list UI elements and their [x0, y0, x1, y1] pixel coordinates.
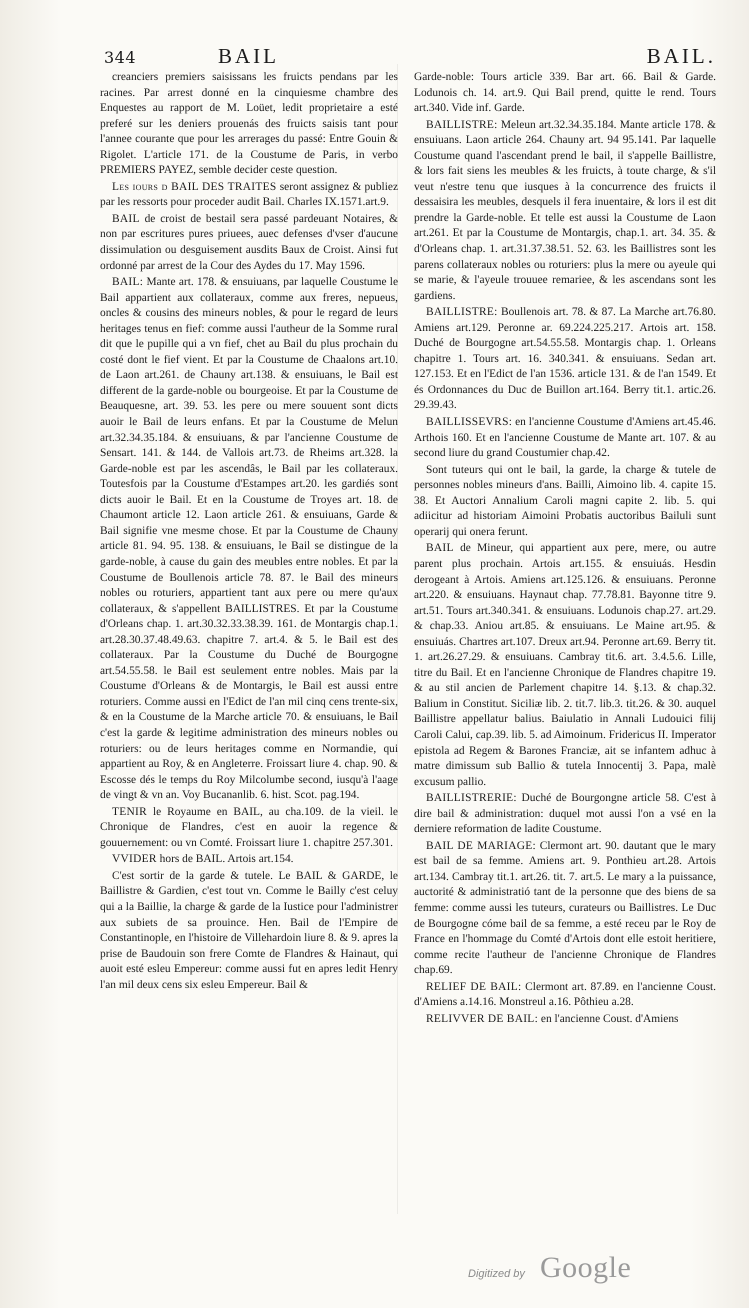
entry-text: en l'ancienne Coustume d'Amiens art.45.46. Arthois 160. Et en l'ancienne Coustume de Mante art. 107. & au second liure du grand Coustumier chap.42.: [414, 416, 716, 460]
entry-paragraph: [414, 541, 716, 790]
digitized-by-google-watermark: [468, 1251, 698, 1289]
digitized-by-label: Digitized by: [468, 1268, 525, 1280]
google-logo: Google: [540, 1251, 632, 1284]
entry-headword: RELIVVER DE BAIL:: [426, 1012, 539, 1025]
entry-text: en l'ancienne Coust. d'Amiens: [538, 1012, 679, 1025]
left-column: [100, 70, 398, 994]
entry-text: Meleun art.32.34.35.184. Mante article 178. & ensuiuans. Laon article 264. Chauny art. 94 95.141. Par laquelle Coustume quand l'ascendant prend le bail, il s'appelle Baillistre, & lors fait siens les meubles & les fruicts, à toute charge, & s'il veut n'estre tenu que iusques à la concurrence des fruicts il dessaisira les meubles, desquels il fera inuentaire, & lors il est dit prendre la Garde-noble. Et telle est aussi la Coustume de Laon art.261. Et par la Coustume de Montargis, chap.1. art. 34. 35. & d'Orleans chap. 1. art.31.37.38.51. 52. 63. les Baillistres sont les parens collateraux nobles ou roturiers: plus la mere ou ayeule qui se marie, & l'ayeule trouuee remariee, & les ascendans sont les gardiens.: [414, 118, 716, 302]
entry-paragraph: [414, 791, 716, 838]
entry-headword: BAIL DE MARIAGE:: [426, 839, 536, 852]
entry-text: Duché de Bourgongne article 58. C'est à dire bail & administration: duquel mot aussi l'on a vsé en la derniere reformation de ladite Coustume.: [414, 792, 716, 836]
entry-headword: BAIL: [112, 212, 140, 225]
entry-headword: BAILLISSEVRS:: [426, 416, 513, 429]
entry-text: Sont tuteurs qui ont le bail, la garde, la charge & tutele de personnes nobles mineurs d'ans. Bailli, Aimoino lib. 4. capite 15. 38. Et Auctori Annalium Caroli magni capite 2. lib. 5. qui adiicitur ad historiam Aimoini Probatis auctoribus Bailuli sunt operarij qui onera ferunt.: [414, 463, 716, 538]
entry-paragraph: [414, 305, 716, 414]
entry-text: Clermont art. 87.89. en l'ancienne Coust. d'Amiens a.14.16. Monstreul a.16. Pôthieu a.28.: [414, 980, 717, 1009]
entry-headword: BAIL: [426, 542, 454, 555]
entry-headword: BAILLISTRE:: [426, 118, 498, 131]
entry-headword: VVIDER: [112, 853, 157, 866]
entry-headword: BAIL:: [112, 276, 144, 289]
entry-paragraph: [100, 852, 398, 868]
entry-paragraph: [414, 70, 716, 117]
entry-paragraph: [414, 1012, 716, 1028]
entry-text: le Royaume en BAIL, au cha.109. de la vieil. le Chronique de Flandres, c'est en auoir la regence & gouuernement: ou vn Comté. Froissart liure 1. chapitre 257.301.: [100, 805, 398, 849]
entry-headword: TENIR: [112, 805, 148, 818]
entry-text: hors de BAIL. Artois art.154.: [156, 853, 294, 866]
page-header: [104, 44, 716, 72]
entry-text: Clermont art. 90. dautant que le mary est bail de sa femme. Amiens art. 9. Ponthieu art.28. Artois art.134. Cambray tit.1. art.26. tit. 7. art.5. Le mary a la puissance, auctorité & administratió tant de la personne que des biens de sa femme: comme aussi les tuteurs, curateurs ou Baillistres. Le Duc de Bourgogne cóme bail de sa femme, a esté receu par le Roy de France en l'hommage du Comté d'Artois dont elle estoit heritiere, comme recite l'autheur de l'ancienne Chronique de Flandres chap.69.: [414, 839, 716, 977]
entry-text: de croist de bestail sera passé pardeuant Notaires, & non par escritures pures priuees, auec defenses d'vser d'aucune dissimulation ou desguisement ausdits Baux de Croist. Ainsi fut ordonné par arrest de la Cour des Aydes du 17. May 1596.: [100, 212, 398, 272]
entry-text: Mante art. 178. & ensuiuans, par laquelle Coustume le Bail appartient aux collateraux, comme aux freres, nepueus, oncles & cousins des mineurs nobles, & pour le regard de leurs heritages tenus en fief: comme aussi l'autheur de la Somme rural dit que le pupille qui a vn fief, chet au Bail du plus prochain du costé dont le fief vient. Et par la Coustume de Chaalons art.10. de Laon art.261. de Chauny art.138. & ensuiuans, le Bail est different de la garde-noble ou bourgeoise. Et par la Coustume de Beauquesne, art. 39. 53. les pere ou mere souuent sont dicts auoir le Bail de leurs enfans. Et par la Coustume de Melun art.32.34.35.184. & ensuiuans, & par l'ancienne Coustume de Sensart. 141. & 144. de Vallois art.73. de Rheims art.328. la Garde-noble est par les ascendâs, le Bail par les collateraux. Toutesfois par la Coustume d'Estampes art.20. les gardiés sont dicts auoir le Bail. Et en la Coustume de Troyes art. 18. de Chaumont article 12. Laon article 261. & ensuiuans, Garde & Bail signifie vne mesme chose. Et par la Coustume de Chauny article 81. 94. 95. 138. & ensuiuans, le Bail se distingue de la garde-noble, à cause du gain des meubles entre nobles. Et par la Coustume de Boullenois article 78. 87. le Bail des mineurs nobles ou roturiers, appartient tant aux pere ou mere qu'aux collateraux, & s'appellent BAILLISTRES. Et par la Coustume d'Orleans chap. 1. art.30.32.33.38.39. 161. de Montargis chap.1. art.28.30.37.48.49.63. chapitre 7. art.4. & 5. le Bail est des collateraux. Par la Coustume du Duché de Bourgogne art.54.55.58. le Bail est seulement entre nobles. Mais par la Coustume d'Orleans & de Montargis, le Bail est aussi entre roturiers. Comme aussi en l'Edict de l'an mil cinq cens trente-six, & en la Coustume de la Marche article 70. & ensuiuans, le Bail c'est la garde & legitime administration des mineurs nobles ou roturiers: ou de leurs heritages comme en Normandie, qui appartient au Roy, & en Angleterre. Froissart liure 4. chap. 90. & Escosse dés le temps du Roy Milcolumbe second, iusqu'à l'aage de vingt & vn an. Voy Bucananlib. 6. hist. Scot. pag.194.: [100, 276, 398, 802]
entry-headword: Les iours d BAIL DES TRAITES: [112, 180, 277, 193]
entry-text: seront assignez & publiez par les ressorts pour proceder audit Bail. Charles IX.1571.art.9.: [100, 180, 399, 209]
entry-text: de Mineur, qui appartient aux pere, mere, ou autre parent plus prochain. Artois art.155. & ensuiuás. Hesdin derogeant à Artois. Amiens art.125.126. & ensuiuans. Peronne art.220. & ensuiuans. Haynaut chap. 77.78.81. Bayonne titre 9. art.51. Tours art.340.341. & ensuiuans. Lodunois chap.27. art.29. & chap.33. Aniou art.85. & ensuiuans. Le Maine art.95. & ensuiuás. Chartres art.107. Dreux art.94. Peronne art.69. Berry tit. 1. art.26.27.29. & ensuiuans. Cambray tit.6. art. 3.4.5.6. Lille, titre du Bail. Et en l'ancienne Chronique de Flandres chapitre 19. & au stil ancien de Parlement chapitre 14. §.13. & chap.32. Balium in Constitut. Siciliæ lib. 2. tit.7. lib.3. tit.26. & 30. auquel Baillistre appellatur balius. Baiulatio in Annali Ludouici filij Caroli Calui, cap.39. lib. 5. ad Aimoinum. Fridericus II. Imperator epistola ad Regem & Barones Franciæ, ait se infantem adhuc à matre dimissum sub Ballio & tutela Innocentij 3. Papa, malè excusum pallio.: [414, 542, 716, 788]
entry-paragraph: [100, 805, 398, 852]
page-number: 344: [104, 48, 137, 67]
entry-headword: BAILLISTRERIE:: [426, 792, 517, 805]
entry-paragraph: [414, 980, 716, 1011]
entry-text: Boullenois art. 78. & 87. La Marche art.76.80. Amiens art.129. Peronne ar. 69.224.225.217. Artois art. 158. Duché de Bourgogne art.54.55.58. Montargis chap. 1. Orleans chapitre 1. Tours art. 16. 340.341. & ensuiuans. Sedan art. 127.153. Et en l'Edict de l'an 1536. article 131. & de l'an 1549. Et és Ordonnances du Duc de Buillon art.164. Berry tit.1. artic.26. 29.39.43.: [414, 306, 716, 412]
entry-headword: RELIEF DE BAIL:: [426, 980, 522, 993]
running-head-right: BAIL.: [646, 44, 716, 68]
right-column: [414, 70, 716, 1028]
entry-paragraph: [100, 869, 398, 993]
entry-paragraph: [414, 415, 716, 462]
entry-text: Garde-noble: Tours article 339. Bar art. 66. Bail & Garde. Lodunois ch. 14. art.9. Qui Bail prend, quitte le rend. Tours art.340. Vide inf. Garde.: [414, 71, 716, 115]
entry-paragraph: [414, 118, 716, 305]
entry-text: creanciers premiers saisissans les fruicts pendans par les racines. Par arrest donné en la cinquiesme chambre des Enquestes au rapport de M. Loüet, ledit proprietaire a esté preferé sur les deniers prouenás des fruicts saisis tant pour l'annee courante que pour les arrerages du passé: Entre Gouin & Rigolet. L'article 171. de la Coustume de Paris, in verbo PREMIERS PAYEZ, semble decider ceste question.: [100, 71, 398, 177]
entry-paragraph: [414, 839, 716, 979]
entry-paragraph: [100, 180, 398, 211]
entry-paragraph: [414, 463, 716, 541]
entry-paragraph: [100, 275, 398, 804]
entry-paragraph: [100, 70, 398, 179]
running-head-left: BAIL: [218, 44, 279, 68]
entry-headword: BAILLISTRE:: [426, 306, 498, 319]
entry-text: C'est sortir de la garde & tutele. Le BAIL & GARDE, le Baillistre & Gardien, c'est tout vn. Comme le Bailly c'est celuy qui a la Baillie, la charge & garde de la Iustice pour l'administrer aux subiets de sa prouince. Hen. Bail de l'Empire de Constantinople, en l'histoire de Villehardoin liure 8. & 9. apres la prise de Baudouin son frere Comte de Flandres & Hainaut, qui auoit esté esleu Empereur: comme aussi fut en apres ledit Henry l'an mil deux cens six esleu Empereur. Bail &: [100, 869, 398, 991]
entry-paragraph: [100, 212, 398, 274]
